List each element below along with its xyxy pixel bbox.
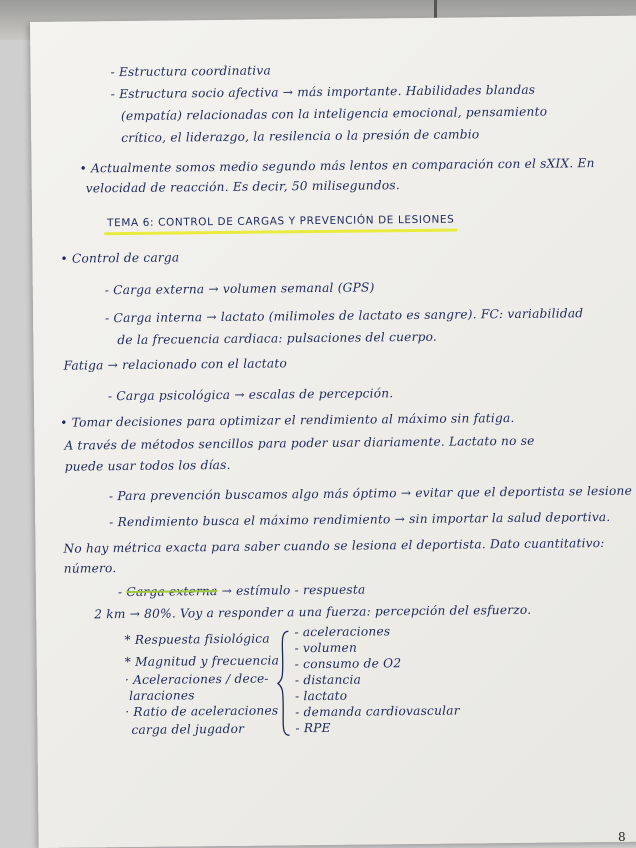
note-line: puede usar todos los días. <box>64 457 231 474</box>
dash: - <box>117 585 127 600</box>
struck-text: Carga externa <box>126 584 218 600</box>
note-line: 2 km → 80%. Voy a responder a una fuerza: percepción del esfuerzo. <box>94 602 532 622</box>
curly-brace-icon <box>276 629 291 737</box>
note-line: No hay métrica exacta para saber cuando se lesiona el deportista. Dato cuantitativo: <box>63 536 605 556</box>
list-right-item: - aceleraciones <box>294 624 391 640</box>
note-line: (empatía) relacionadas con la inteligencia emocional, pensamiento <box>120 104 548 124</box>
note-line: - Carga externa → volumen semanal (GPS) <box>104 280 375 298</box>
note-line: número. <box>63 561 117 576</box>
list-right-item: - volumen <box>294 640 358 656</box>
note-line: • Control de carga <box>60 250 180 266</box>
note-line: A través de métodos sencillos para poder usar diariamente. Lactato no se <box>64 433 535 453</box>
list-left-item: laraciones <box>128 688 195 703</box>
list-right-item: - distancia <box>294 672 362 688</box>
list-right-item: - lactato <box>295 688 348 704</box>
note-line: - Rendimiento busca el máximo rendimiento → sin importar la salud deportiva. <box>109 509 611 530</box>
note-line: - Para prevención buscamos algo más óptimo → evitar que el deportista se lesione <box>108 483 633 504</box>
list-left-item: · Aceleraciones / dece- <box>124 671 269 688</box>
note-text: → estímulo - respuesta <box>217 582 366 599</box>
note-line: de la frecuencia cardiaca: pulsaciones del cuerpo. <box>117 329 438 348</box>
notebook-page <box>30 16 636 848</box>
note-line: Fatiga → relacionado con el lactato <box>63 356 288 373</box>
note-line: crítico, el liderazgo, la resilencia o la presión de cambio <box>121 127 480 146</box>
list-left-item: * Magnitud y frecuencia <box>124 653 280 670</box>
list-left-item: · Ratio de aceleraciones <box>125 703 279 720</box>
list-right-item: - RPE <box>295 720 331 736</box>
note-line: - Estructura coordinativa <box>110 63 271 80</box>
list-right-item: - consumo de O2 <box>294 656 402 672</box>
page-number: 8 <box>618 830 626 844</box>
note-line: • Tomar decisiones para optimizar el rendimiento al máximo sin fatiga. <box>60 410 515 430</box>
note-line: • Actualmente somos medio segundo más lentos en comparación con el sXIX. En <box>79 156 595 176</box>
note-line <box>118 583 366 600</box>
note-line: - Estructura socio afectiva → más importante. Habilidades blandas <box>110 82 536 102</box>
section-title: TEMA 6: CONTROL DE CARGAS Y PREVENCIÓN DE LESIONES <box>104 214 457 236</box>
list-right-item: - demanda cardiovascular <box>295 703 460 720</box>
note-line: - Carga interna → lactato (milimoles de lactato es sangre). FC: variabilidad <box>105 306 584 326</box>
note-line: - Carga psicológica → escalas de percepción. <box>107 386 394 404</box>
list-left-item: * Respuesta fisiológica <box>124 631 270 648</box>
list-left-item: carga del jugador <box>131 721 245 737</box>
note-line: velocidad de reacción. Es decir, 50 milisegundos. <box>85 178 400 196</box>
